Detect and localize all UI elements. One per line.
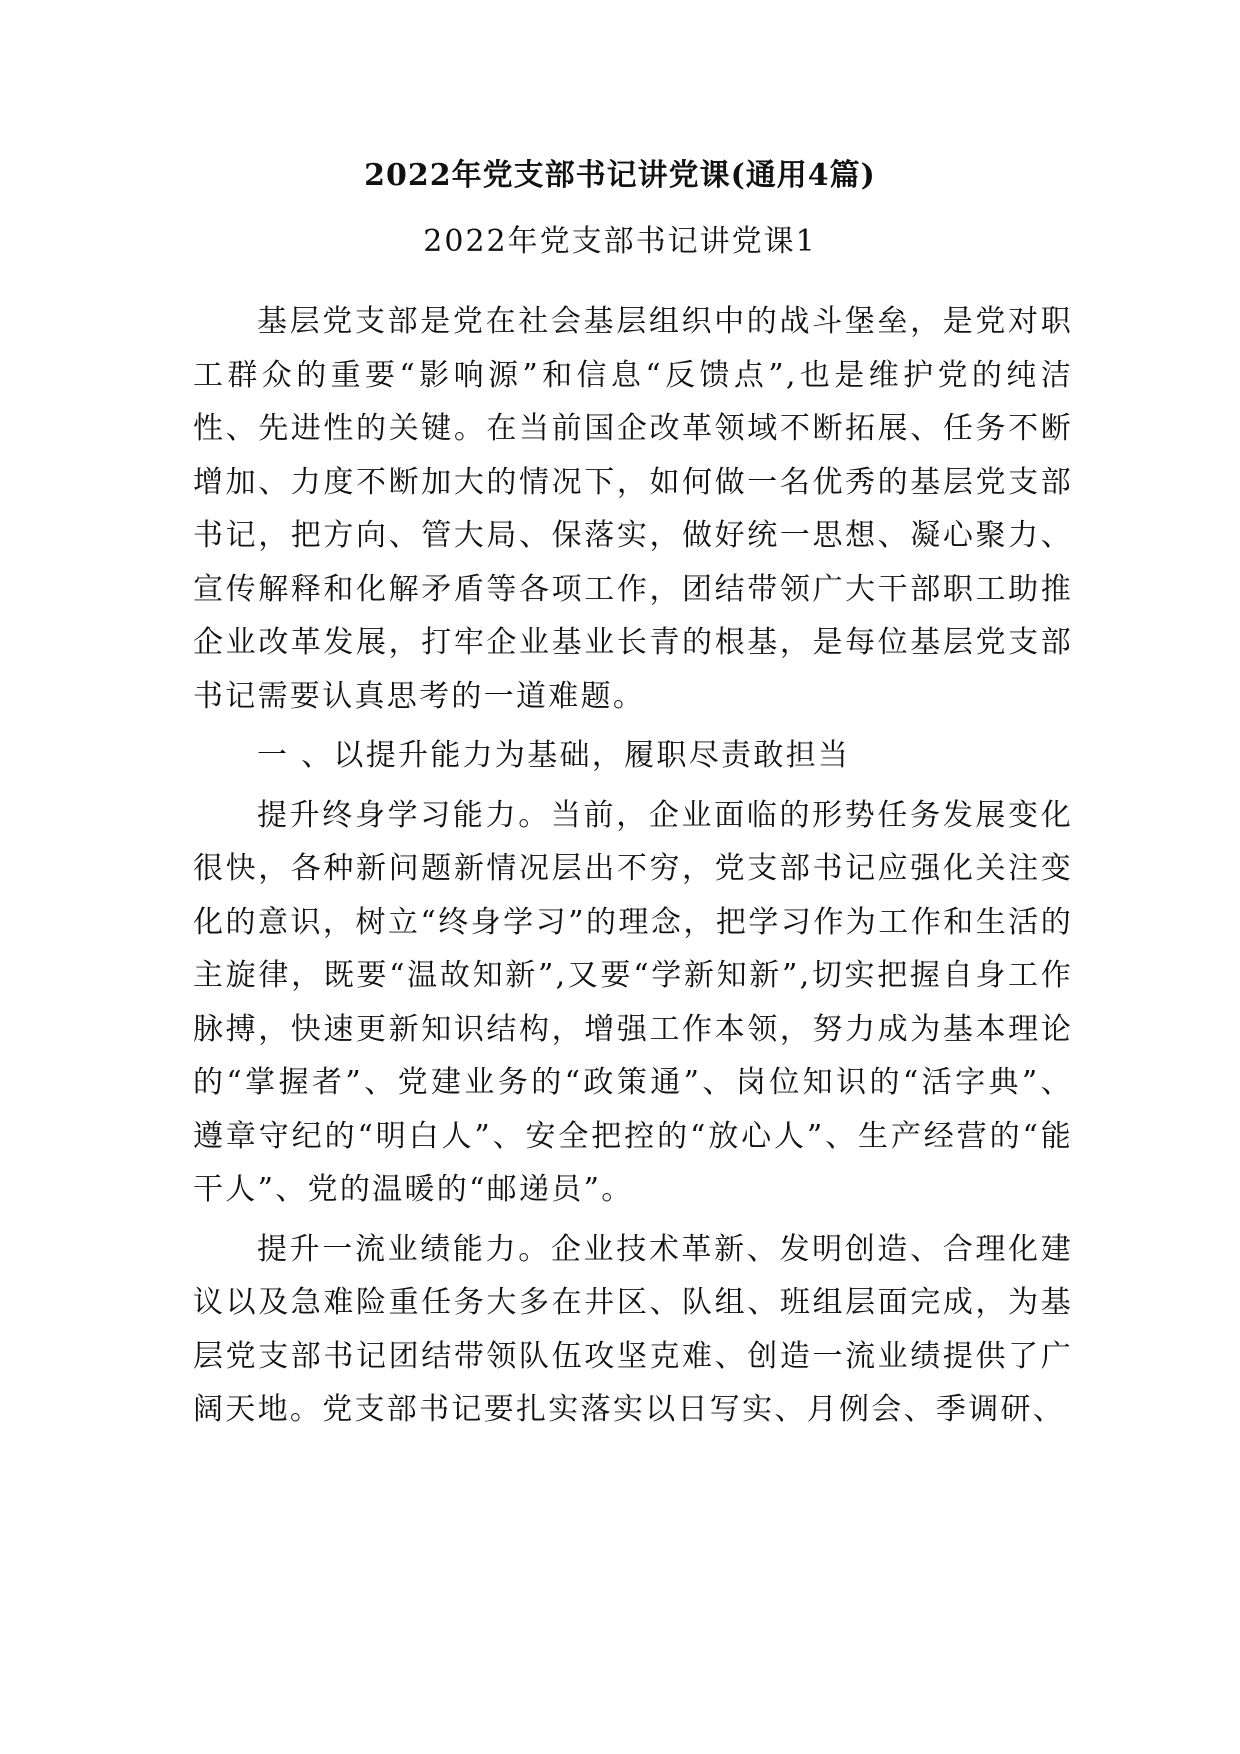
paragraph-performance: 提升一流业绩能力。企业技术革新、发明创造、合理化建议以及急难险重任务大多在井区、队组、班组层面完成，为基层党支部书记团结带领队伍攻坚克难、创造一流业绩提供了广阔天地。党支部书记要扎实落实以日写实、月例会、季调研、: [193, 1231, 1073, 1427]
document-title: 2022年党支部书记讲党课(通用4篇): [364, 158, 876, 193]
section-heading: 一 、以提升能力为基础，履职尽责敢担当: [257, 738, 851, 773]
document-subtitle: 2022年党支部书记讲党课1: [423, 224, 817, 259]
paragraph-intro: 基层党支部是党在社会基层组织中的战斗堡垒，是党对职工群众的重要“影响源”和信息“反馈点”,也是维护党的纯洁性、先进性的关键。在当前国企改革领域不断拓展、任务不断增加、力度不断加大的情况下，如何做一名优秀的基层党支部书记，把方向、管大局、保落实，做好统一思想、凝心聚力、宣传解释和化解矛盾等各项工作，团结带领广大干部职工助推企业改革发展，打牢企业基业长青的根基，是每位基层党支部书记需要认真思考的一道难题。: [193, 304, 1073, 714]
document-body: [193, 295, 1073, 1437]
paragraph-learning: 提升终身学习能力。当前，企业面临的形势任务发展变化很快，各种新问题新情况层出不穷，党支部书记应强化关注变化的意识，树立“终身学习”的理念，把学习作为工作和生活的主旋律，既要“温故知新”,又要“学新知新”,切实把握自身工作脉搏，快速更新知识结构，增强工作本领，努力成为基本理论的“掌握者”、党建业务的“政策通”、岗位知识的“活字典”、遵章守纪的“明白人”、安全把控的“放心人”、生产经营的“能干人”、党的温暖的“邮递员”。: [193, 797, 1073, 1207]
